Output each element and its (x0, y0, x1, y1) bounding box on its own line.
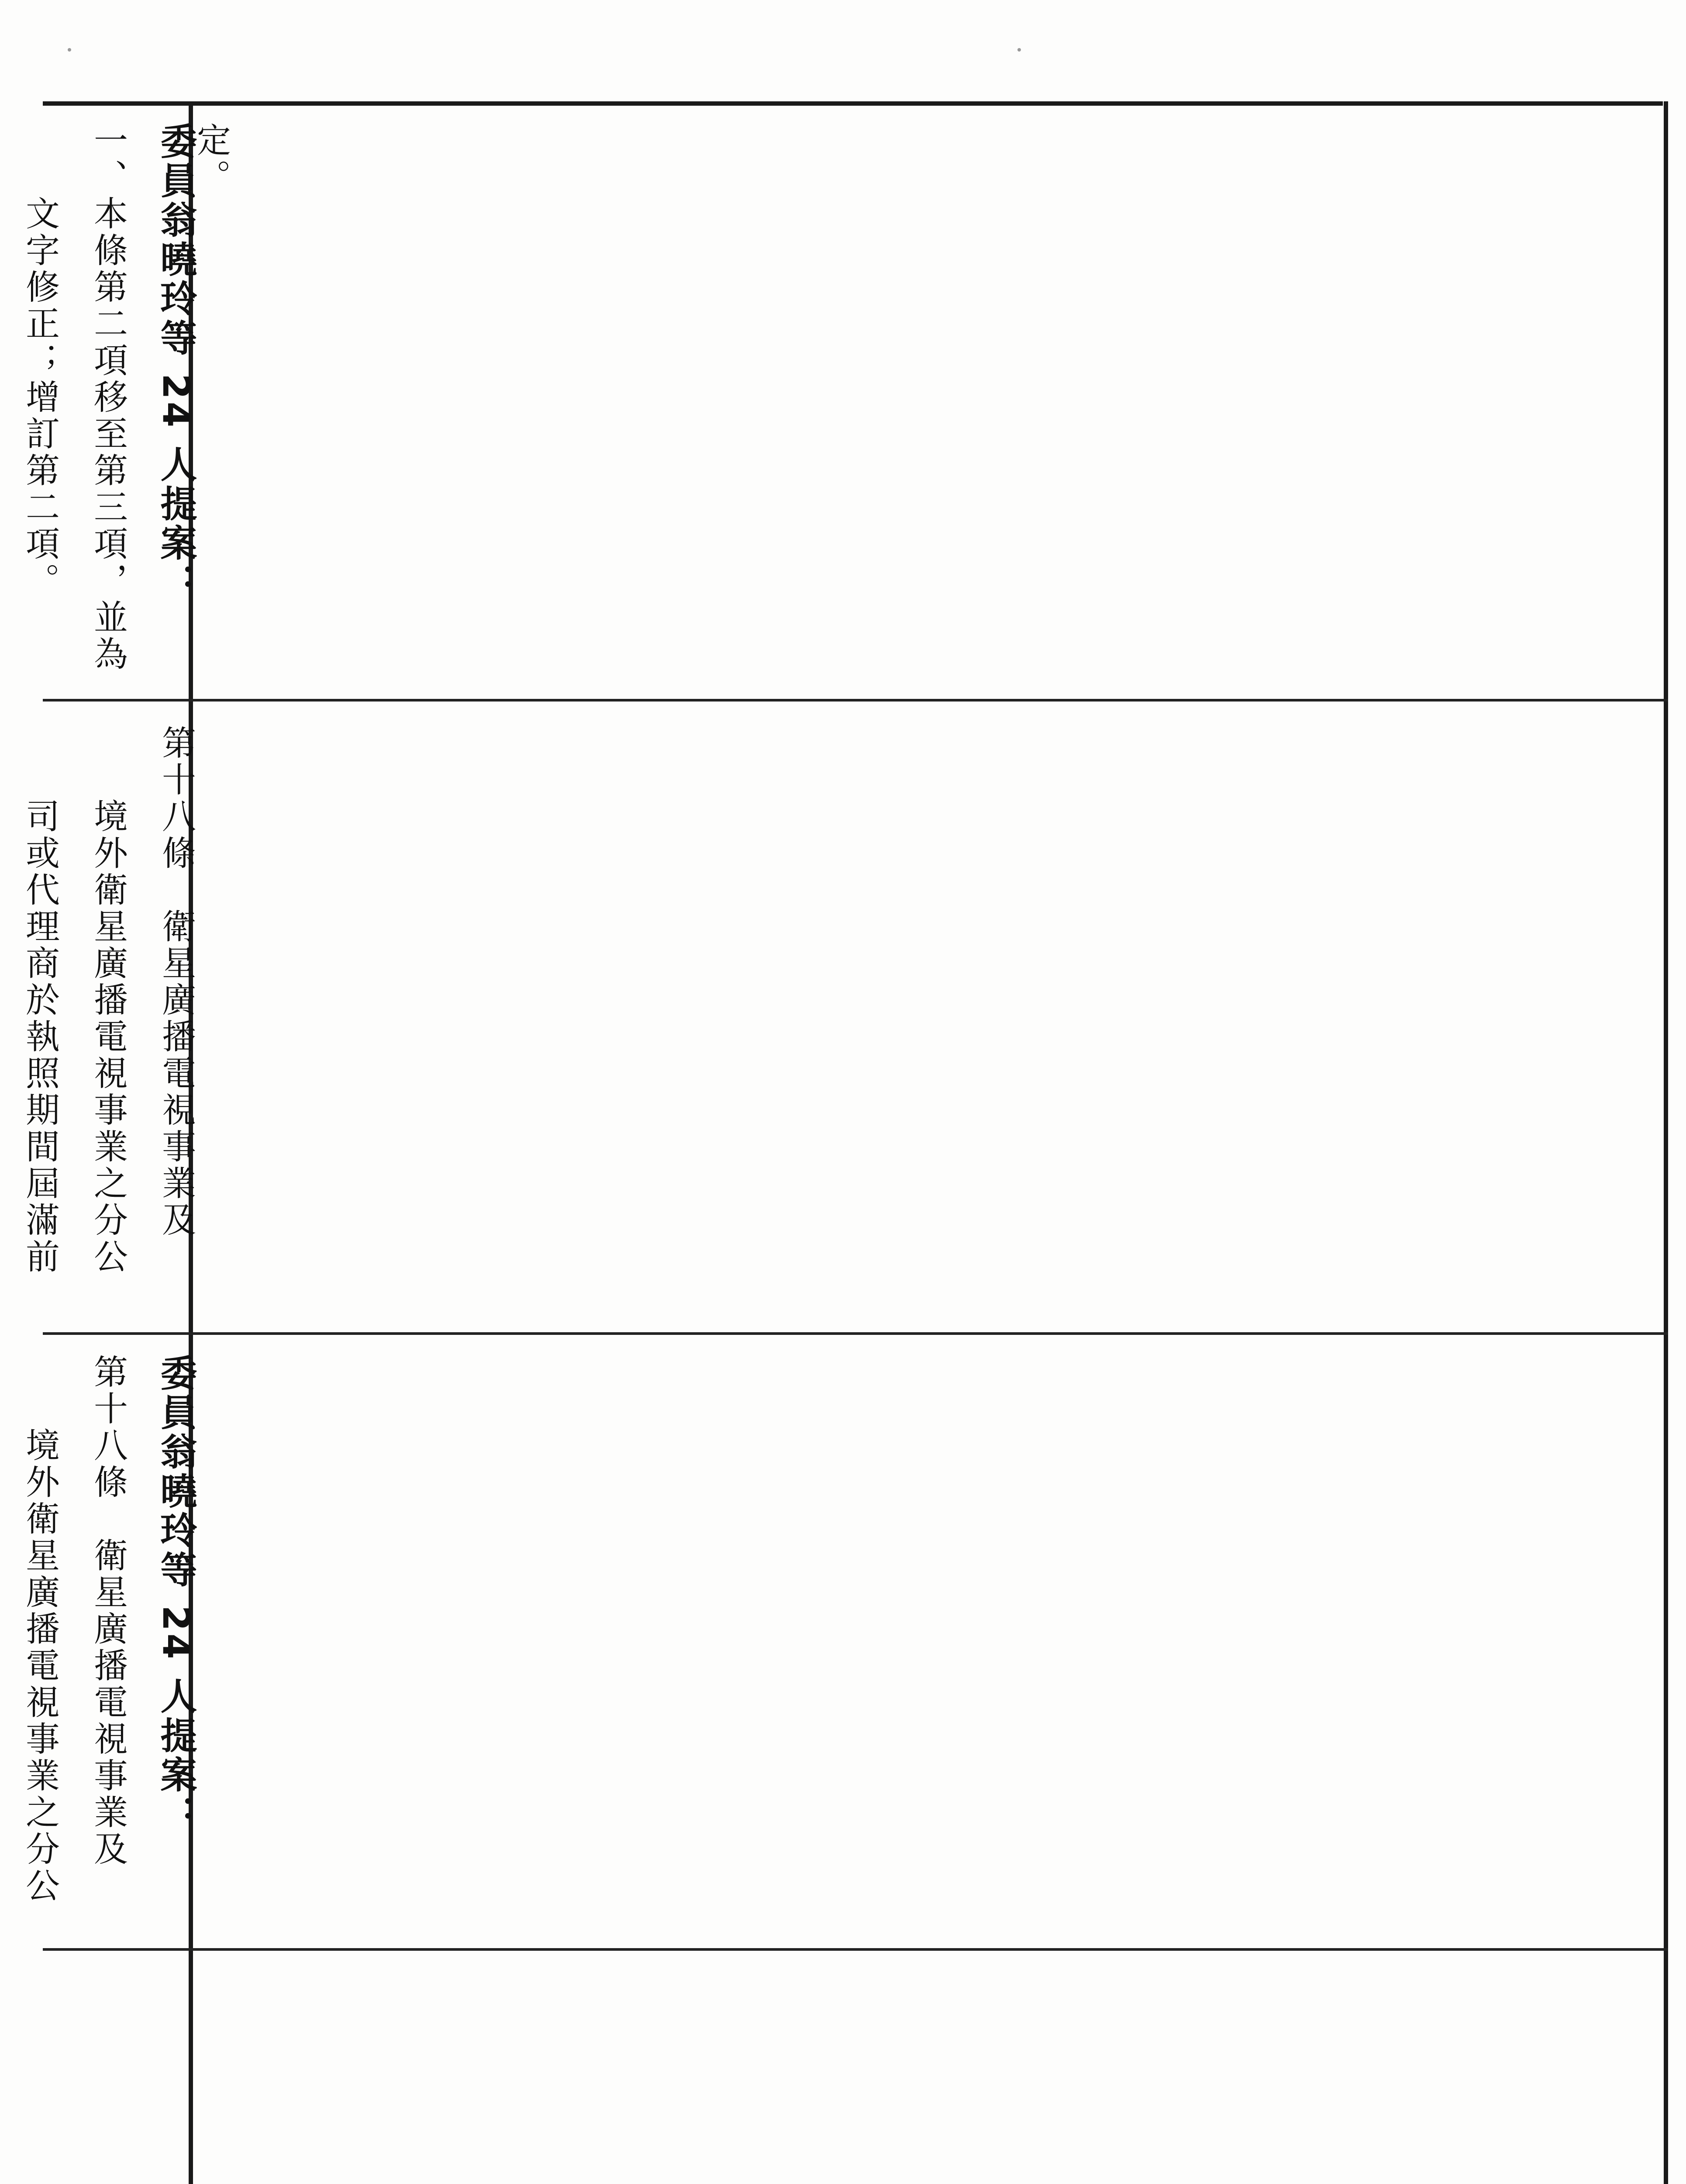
reason-continuation-text: 定。 (191, 122, 231, 196)
table-border-right (1664, 101, 1668, 2184)
proposal-line: 第十八條 衛星廣播電視事業及 (88, 1354, 128, 1868)
scan-speck (1017, 48, 1021, 52)
scan-speck (68, 48, 71, 52)
current-line: 司或代理商於執照期間屆滿前 (20, 725, 59, 1275)
current-law-column (0, 725, 210, 1315)
reason-heading: 委員翁曉玲等 24 人提案： (155, 122, 197, 603)
proposal-line: 境外衛星廣播電視事業之分公 (20, 1354, 59, 1904)
reason-column (0, 122, 210, 681)
proposal-line (0, 1354, 6, 1935)
reason-line: 文字修正；增訂第二項。 (20, 122, 59, 599)
column-divider-1 (43, 699, 1668, 702)
proposal-heading: 委員翁曉玲等 24 人提案： (155, 1354, 197, 1835)
table-border-top (43, 101, 1663, 106)
reason-line: 一、本條第二項移至第三項，並為 (88, 122, 128, 673)
proposal-column (0, 1354, 210, 1935)
current-line: 第十八條 衛星廣播電視事業及 (156, 725, 196, 1239)
current-line: 境外衛星廣播電視事業之分公 (88, 725, 128, 1275)
current-line (0, 725, 6, 1315)
column-divider-2 (43, 1332, 1668, 1335)
reason-line (0, 122, 6, 681)
column-divider-3 (43, 1948, 1668, 1951)
